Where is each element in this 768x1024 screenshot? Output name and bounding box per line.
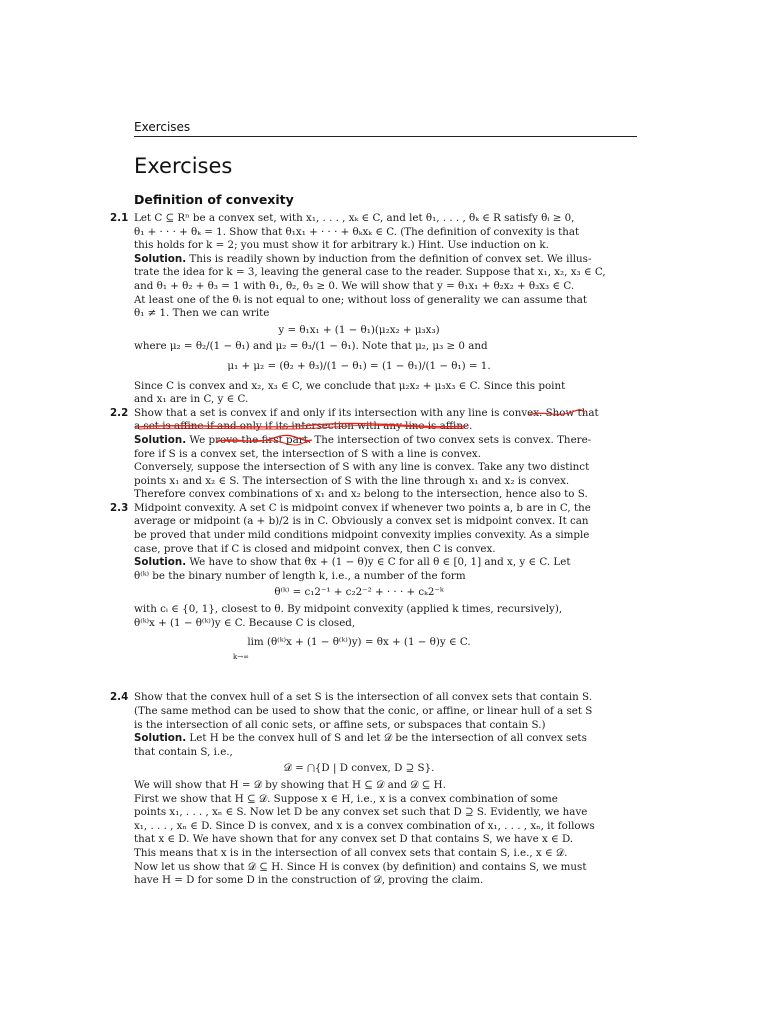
text-line: [134, 420, 584, 434]
exercise-number: 2.2: [110, 406, 129, 419]
equation: 𝒟 = ⋂{D | D convex, D ⊇ S}.: [283, 762, 435, 775]
text-line: Therefore convex combinations of x₁ and x₂ belong to the intersection, hence also to S.: [134, 488, 588, 501]
solution-label: Solution.: [134, 556, 187, 569]
spacer: [0, 669, 768, 691]
solution-line: Solution. This is readily shown by induction from the definition of convex set. We illus-: [134, 252, 592, 265]
text-line: is the intersection of all conic sets, or affine sets, or subspaces that contain S.): [134, 718, 546, 731]
text-line: Let C ⊆ Rⁿ be a convex set, with x₁, . . . , xₖ ∈ C, and let θ₁, . . . , θₖ ∈ R satisfy θᵢ ≥ 0,: [134, 212, 575, 224]
solution-line: Solution. Let H be the convex hull of S and let 𝒟 be the intersection of all convex sets: [134, 732, 587, 745]
text-line: Midpoint convexity. A set C is midpoint convex if whenever two points a, b are in C, the: [134, 501, 591, 514]
text-line: and x₁ are in C, y ∈ C.: [134, 393, 249, 406]
text-line: be proved that under mild conditions midpoint convexity implies convexity. As a simple: [134, 529, 590, 542]
text-content: Solution. We prove the first part. The intersection of two convex sets is convex. There-: [134, 433, 592, 446]
equation: μ₁ + μ₂ = (θ₂ + θ₃)/(1 − θ₁) = (1 − θ₁)/(1 − θ₁) = 1.: [227, 359, 491, 372]
text-line: this holds for k = 2; you must show it for arbitrary k.) Hint. Use induction on k.: [134, 239, 549, 252]
text-line: Show that the convex hull of a set S is the intersection of all convex sets that contain S.: [134, 691, 592, 704]
solution-line: [134, 433, 592, 448]
text-line: Conversely, suppose the intersection of S with any line is convex. Take any two distinct: [134, 461, 590, 474]
section-title: Definition of convexity: [134, 192, 294, 207]
text-line: x₁, . . . , xₙ ∈ D. Since D is convex, and x is a convex combination of x₁, . . . , xₙ, it follows: [134, 819, 595, 832]
text-line: Since C is convex and x₂, x₃ ∈ C, we conclude that μ₂x₂ + μ₃x₃ ∈ C. Since this point: [134, 379, 566, 392]
exercise-number: 2.4: [110, 691, 129, 704]
text-line: This means that x is in the intersection of all convex sets that contain S, i.e., x ∈ 𝒟.: [134, 846, 568, 859]
solution-line: Solution. We have to show that θx + (1 − θ)y ∈ C for all θ ∈ [0, 1] and x, y ∈ C. Let: [134, 556, 571, 569]
text-line: (The same method can be used to show that the conic, or affine, or linear hull of a set S: [134, 705, 593, 717]
text-line: points x₁ and x₂ ∈ S. The intersection of S with the line through x₁ and x₂ is convex.: [134, 474, 570, 487]
equation: θ⁽ᵏ⁾ = c₁2⁻¹ + c₂2⁻² + · · · + cₖ2⁻ᵏ: [274, 586, 444, 599]
exercise-2-2: [110, 406, 599, 502]
text-line: trate the idea for k = 3, leaving the general case to the reader. Suppose that x₁, x₂, x₃ ∈ C,: [134, 266, 606, 279]
text-line: case, prove that if C is closed and midpoint convex, then C is convex.: [134, 542, 496, 555]
limit-subscript: k→∞: [233, 652, 249, 661]
header-rule: [134, 136, 637, 137]
equation-text: lim (θ⁽ᵏ⁾x + (1 − θ⁽ᵏ⁾)y) = θx + (1 − θ)y ∈ C.: [247, 636, 471, 649]
text-line: θ₁ + · · · + θₖ = 1. Show that θ₁x₁ + · · · + θₖxₖ ∈ C. (The definition of convexity is that: [134, 225, 580, 238]
chapter-title: Exercises: [134, 154, 233, 178]
text-line: At least one of the θᵢ is not equal to one; without loss of generality we can assume that: [134, 293, 587, 306]
text-content: Show that a set is convex if and only if its intersection with any line is convex. Show that: [134, 406, 599, 419]
equation: [134, 636, 584, 663]
text-line: θ₁ ≠ 1. Then we can write: [134, 307, 270, 320]
text-line: points x₁, . . . , xₙ ∈ S. Now let D be any convex set such that D ⊇ S. Evidently, we have: [134, 806, 588, 819]
running-head: Exercises: [134, 120, 191, 134]
text-line: that x ∈ D. We have shown that for any convex set D that contains S, we have x ∈ D.: [134, 833, 574, 846]
text-line: have H = D for some D in the construction of 𝒟, proving the claim.: [134, 874, 484, 887]
solution-label: Solution.: [134, 433, 187, 446]
text-line: First we show that H ⊆ 𝒟. Suppose x ∈ H, i.e., x is a convex combination of some: [134, 792, 558, 805]
exercise-2-3: [110, 501, 591, 664]
exercise-number: 2.1: [110, 212, 129, 224]
exercise-2-4: [110, 691, 595, 887]
solution-label: Solution.: [134, 252, 187, 265]
text-content: a set is affine if and only if its intersection with any line is affine.: [134, 420, 473, 433]
exercise-number: 2.3: [110, 501, 129, 514]
equation: y = θ₁x₁ + (1 − θ₁)(μ₂x₂ + μ₃x₃): [278, 323, 440, 336]
exercise-2-1: [110, 212, 606, 407]
text-line: and θ₁ + θ₂ + θ₃ = 1 with θ₁, θ₂, θ₃ ≥ 0. We will show that y = θ₁x₁ + θ₂x₂ + θ₃x₃ ∈ C.: [134, 279, 575, 292]
text-line: fore if S is a convex set, the intersection of S with a line is convex.: [134, 447, 482, 460]
text-line: We will show that H = 𝒟 by showing that H ⊆ 𝒟 and 𝒟 ⊆ H.: [134, 778, 446, 791]
text-line: average or midpoint (a + b)/2 is in C. Obviously a convex set is midpoint convex. It can: [134, 515, 589, 528]
text-line: where μ₂ = θ₂/(1 − θ₁) and μ₂ = θ₃/(1 − θ₁). Note that μ₂, μ₃ ≥ 0 and: [134, 340, 488, 353]
text-line: θ⁽ᵏ⁾x + (1 − θ⁽ᵏ⁾)y ∈ C. Because C is closed,: [134, 616, 356, 629]
text-line: Now let us show that 𝒟 ⊆ H. Since H is convex (by definition) and contains S, we must: [134, 860, 587, 873]
text-line: that contain S, i.e.,: [134, 745, 233, 758]
exercise-list: [0, 212, 768, 888]
text-line: with cᵢ ∈ {0, 1}, closest to θ. By midpoint convexity (applied k times, recursively),: [134, 603, 563, 616]
solution-label: Solution.: [134, 732, 187, 745]
text-line: θ⁽ᵏ⁾ be the binary number of length k, i.e., a number of the form: [134, 569, 466, 582]
text-line: [134, 406, 599, 421]
